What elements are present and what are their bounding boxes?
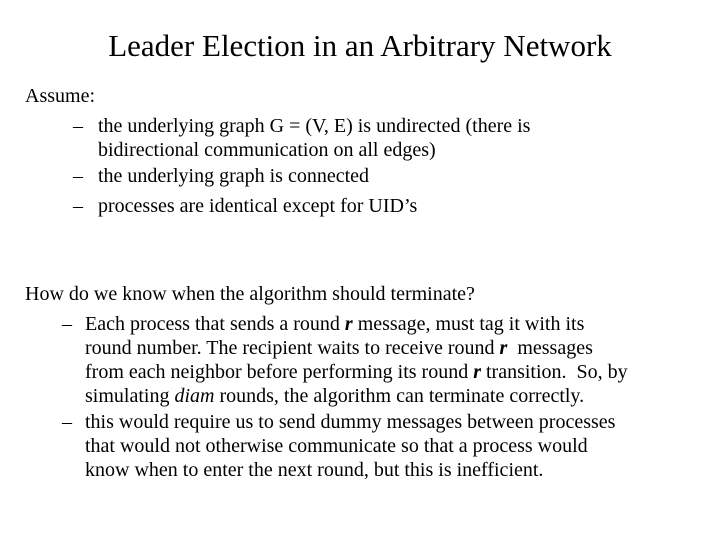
text-line [85, 312, 705, 336]
text-run: Each process that sends a round [85, 313, 345, 335]
text-run: round number. The recipient waits to receive round [85, 337, 500, 359]
termination-question: How do we know when the algorithm should terminate? [25, 283, 475, 305]
text-run: simulating [85, 385, 175, 407]
text-run: from each neighbor before performing its round [85, 361, 474, 383]
text-line [85, 384, 705, 408]
text-run: rounds, the algorithm can terminate correctly. [214, 385, 585, 407]
variable-diam: diam [174, 385, 215, 407]
text-run: messages [507, 337, 593, 359]
variable-r: r [344, 313, 353, 335]
bullet-dash: – [73, 115, 83, 137]
bullet-dash: – [73, 195, 83, 217]
text-line [85, 360, 705, 384]
assume-heading: Assume: [25, 85, 95, 107]
assume-item-3-text: processes are identical except for UID’s [98, 195, 418, 217]
text-run: message, must tag it with its [352, 313, 585, 335]
assume-item-1-text: the underlying graph G = (V, E) is undirected (there is bidirectional communication on all edges) [98, 115, 531, 161]
termination-item-2-text: this would require us to send dummy messages between processes that would not otherwise communicate so that a process would know when to enter the next round, but this is inefficient. [85, 411, 616, 481]
termination-item-1-text [85, 312, 705, 408]
bullet-dash: – [62, 411, 72, 433]
text-run: transition. So, by [481, 361, 628, 383]
bullet-dash: – [73, 165, 83, 187]
slide-title: Leader Election in an Arbitrary Network [108, 28, 612, 63]
variable-r: r [499, 337, 508, 359]
assume-item-2-text: the underlying graph is connected [98, 165, 370, 187]
variable-r: r [473, 361, 481, 383]
bullet-dash: – [62, 313, 72, 335]
text-line [85, 336, 705, 360]
